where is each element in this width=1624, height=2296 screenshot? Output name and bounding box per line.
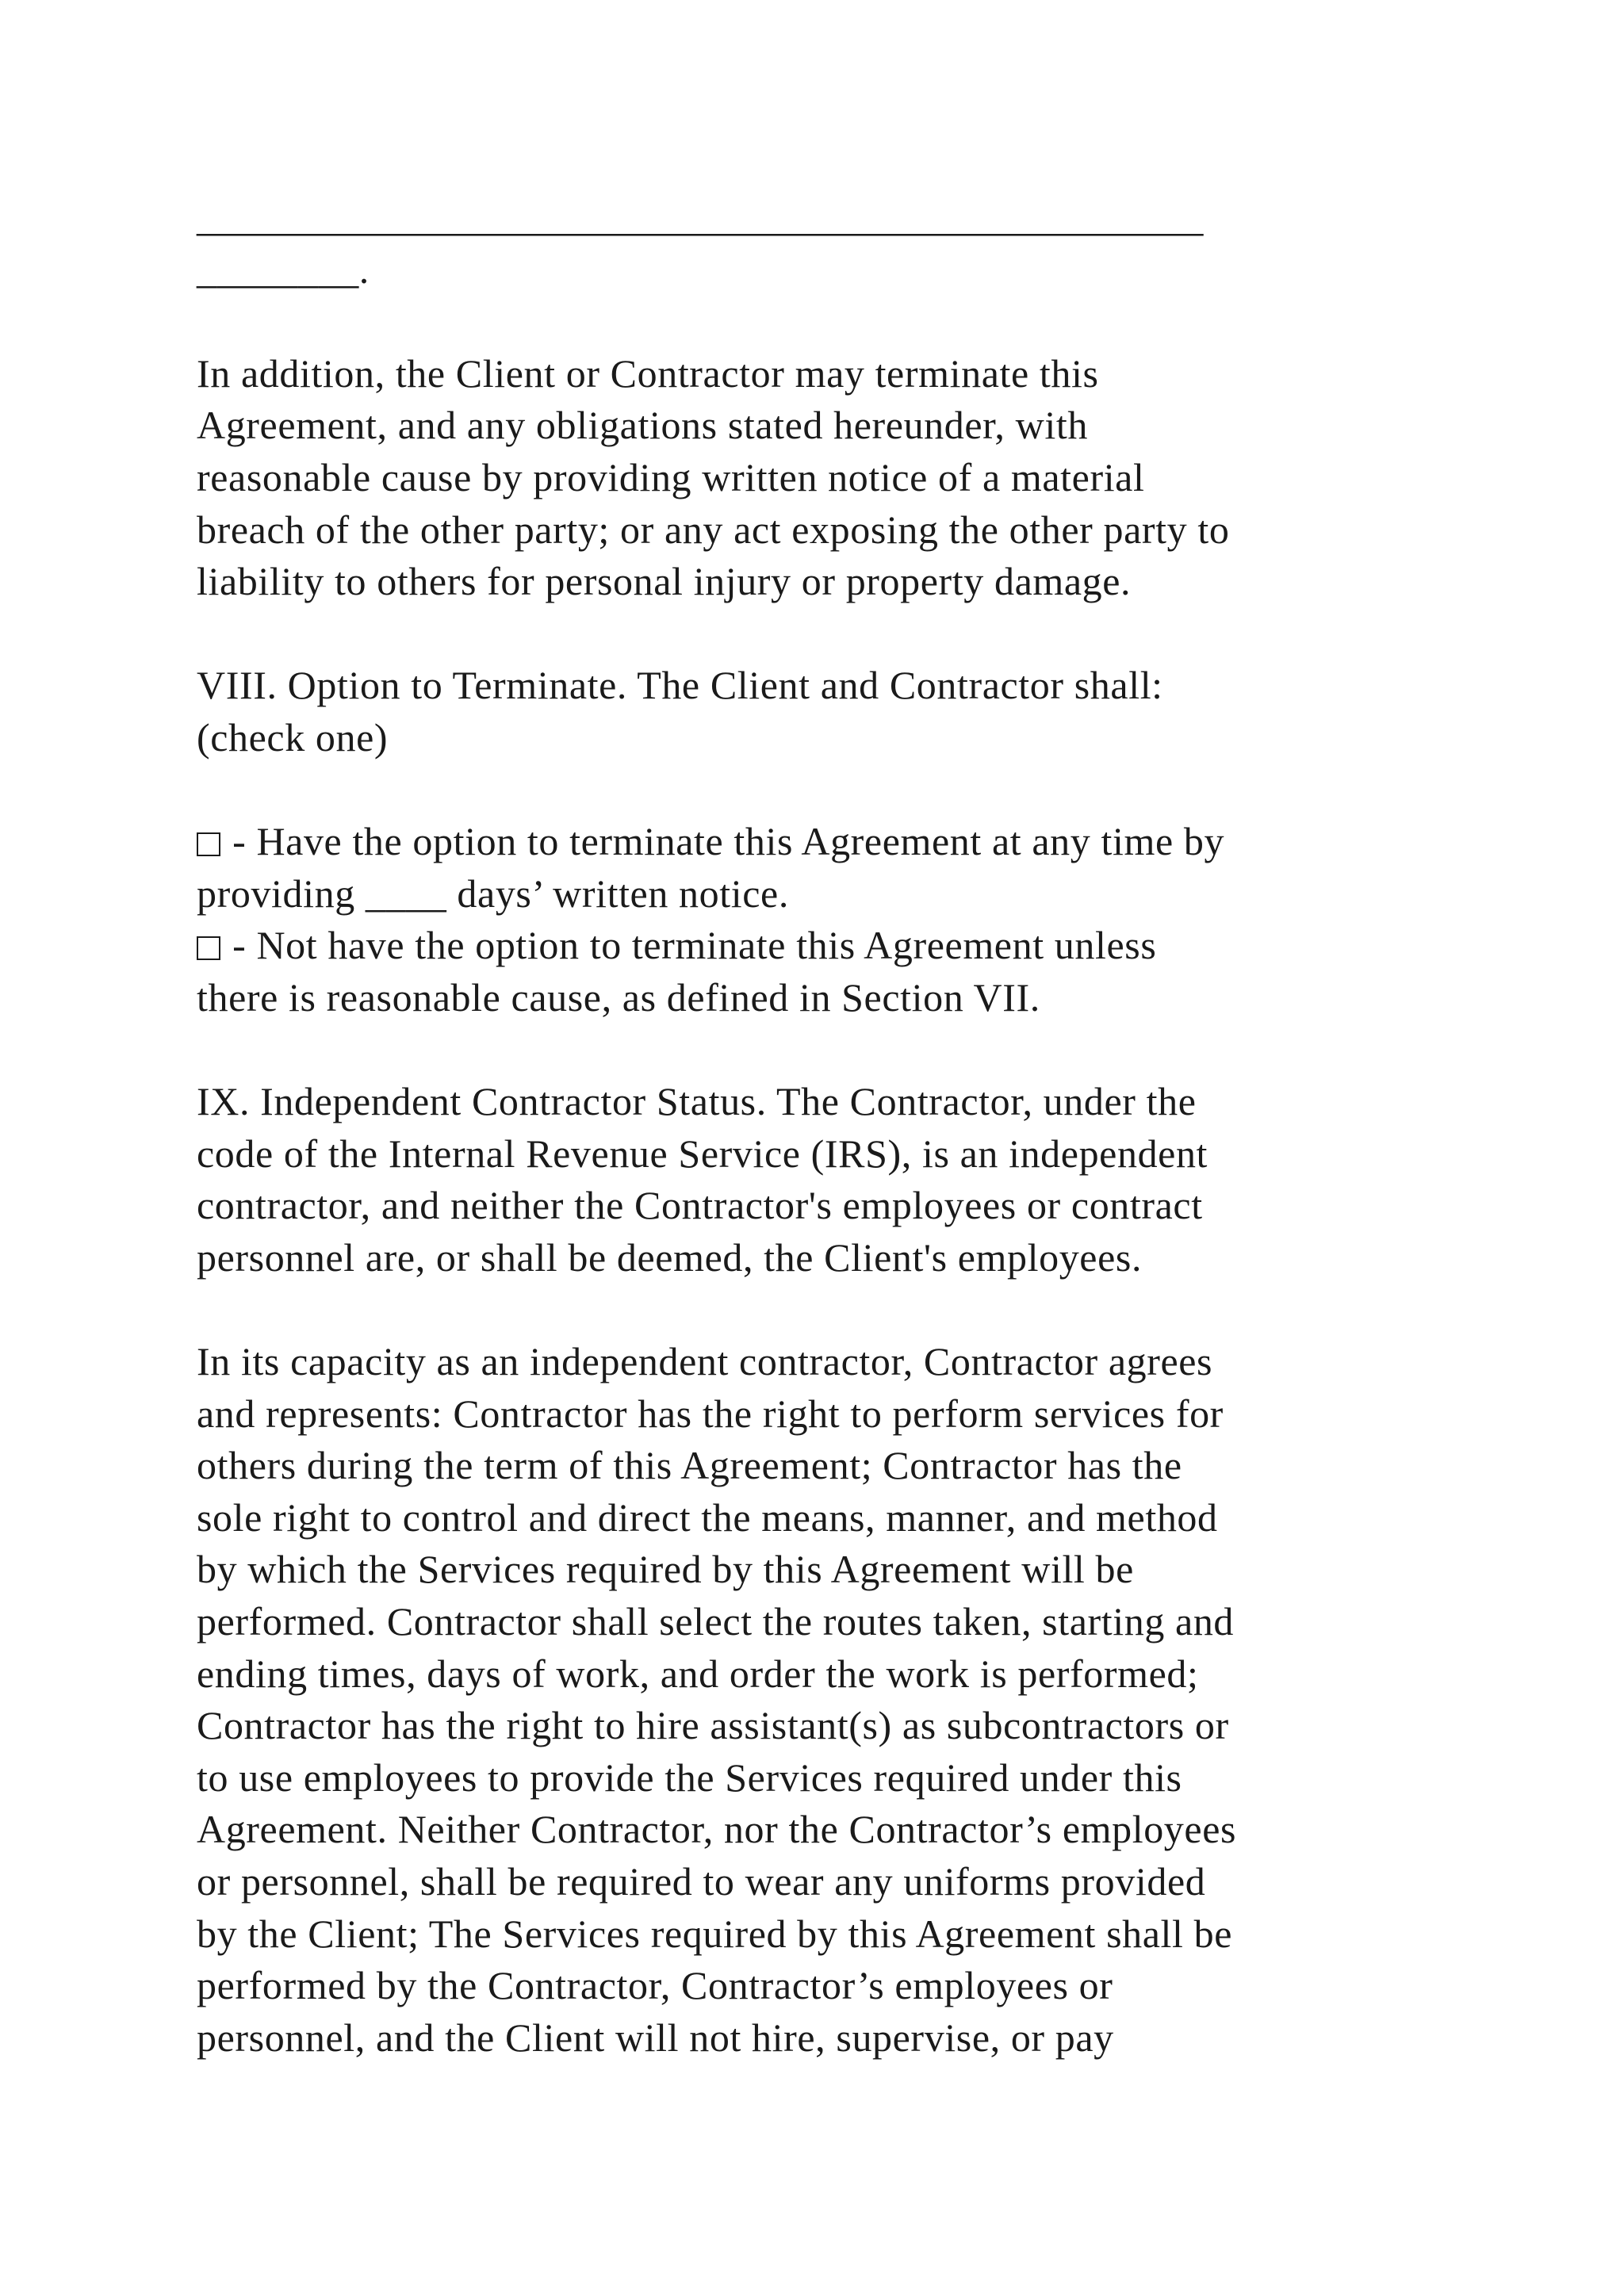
paragraph-gap <box>197 1024 1545 1077</box>
option-text: - Not have the option to terminate this Agreement unless <box>222 923 1157 968</box>
paragraph-line: code of the Internal Revenue Service (IRS), is an independent <box>197 1131 1208 1176</box>
paragraph-line: sole right to control and direct the means, manner, and method <box>197 1494 1218 1540</box>
paragraph-line: or personnel, shall be required to wear any uniforms provided <box>197 1859 1206 1904</box>
paragraph-line: In addition, the Client or Contractor may terminate this <box>197 350 1099 396</box>
paragraph-line: Agreement. Neither Contractor, nor the Contractor’s employees <box>197 1807 1237 1852</box>
paragraph-line: contractor, and neither the Contractor's employees or contract <box>197 1183 1203 1228</box>
checkbox-icon[interactable] <box>197 832 220 856</box>
section-heading-line: VIII. Option to Terminate. The Client and Contractor shall: <box>197 663 1163 708</box>
paragraph-line: by which the Services required by this Agreement will be <box>197 1547 1134 1592</box>
paragraph-line: personnel, and the Client will not hire, supervise, or pay <box>197 2015 1114 2060</box>
option-line: there is reasonable cause, as defined in Section VII. <box>197 974 1040 1020</box>
paragraph-gap <box>197 1284 1545 1336</box>
paragraph-line: others during the term of this Agreement; Contractor has the <box>197 1443 1182 1488</box>
paragraph-line: and represents: Contractor has the right to perform services for <box>197 1391 1224 1436</box>
paragraph-gap <box>197 608 1545 660</box>
paragraph-line: Contractor has the right to hire assistant(s) as subcontractors or <box>197 1703 1229 1748</box>
paragraph-line: performed by the Contractor, Contractor’s employees or <box>197 1963 1113 2008</box>
paragraph-line: reasonable cause by providing written notice of a material <box>197 454 1145 499</box>
paragraph-line: breach of the other party; or any act exposing the other party to <box>197 507 1230 552</box>
section-heading-line: (check one) <box>197 714 389 760</box>
paragraph-line: by the Client; The Services required by this Agreement shall be <box>197 1911 1233 1956</box>
option-line: providing ____ days’ written notice. <box>197 871 789 916</box>
paragraph-gap <box>197 764 1545 817</box>
paragraph-line: performed. Contractor shall select the routes taken, starting and <box>197 1599 1235 1644</box>
option-not-have-termination <box>197 920 1545 1024</box>
paragraph-gap <box>197 296 1545 348</box>
paragraph-termination-cause <box>197 348 1545 608</box>
paragraph-line: personnel are, or shall be deemed, the Client's employees. <box>197 1234 1143 1280</box>
paragraph-line: ending times, days of work, and order the work is performed; <box>197 1651 1199 1696</box>
checkbox-icon[interactable] <box>197 936 220 960</box>
section-viii-heading <box>197 660 1545 763</box>
paragraph-line: IX. Independent Contractor Status. The Contractor, under the <box>197 1079 1197 1124</box>
option-text: - Have the option to terminate this Agreement at any time by <box>222 819 1225 864</box>
paragraph-line: In its capacity as an independent contractor, Contractor agrees <box>197 1339 1213 1384</box>
option-line <box>197 920 1545 972</box>
paragraph-line: to use employees to provide the Services required under this <box>197 1755 1182 1800</box>
paragraph-line: liability to others for personal injury or property damage. <box>197 559 1132 604</box>
paragraph-line: Agreement, and any obligations stated hereunder, with <box>197 403 1088 448</box>
option-line <box>197 816 1545 868</box>
paragraph-capacity <box>197 1336 1545 2064</box>
fill-in-blank-line-1: ____________________________________________________ <box>197 195 1203 239</box>
document-body <box>197 192 1545 2064</box>
fill-in-blank-line-2: ________. <box>197 247 370 292</box>
section-ix-paragraph <box>197 1076 1545 1284</box>
option-have-termination <box>197 816 1545 920</box>
